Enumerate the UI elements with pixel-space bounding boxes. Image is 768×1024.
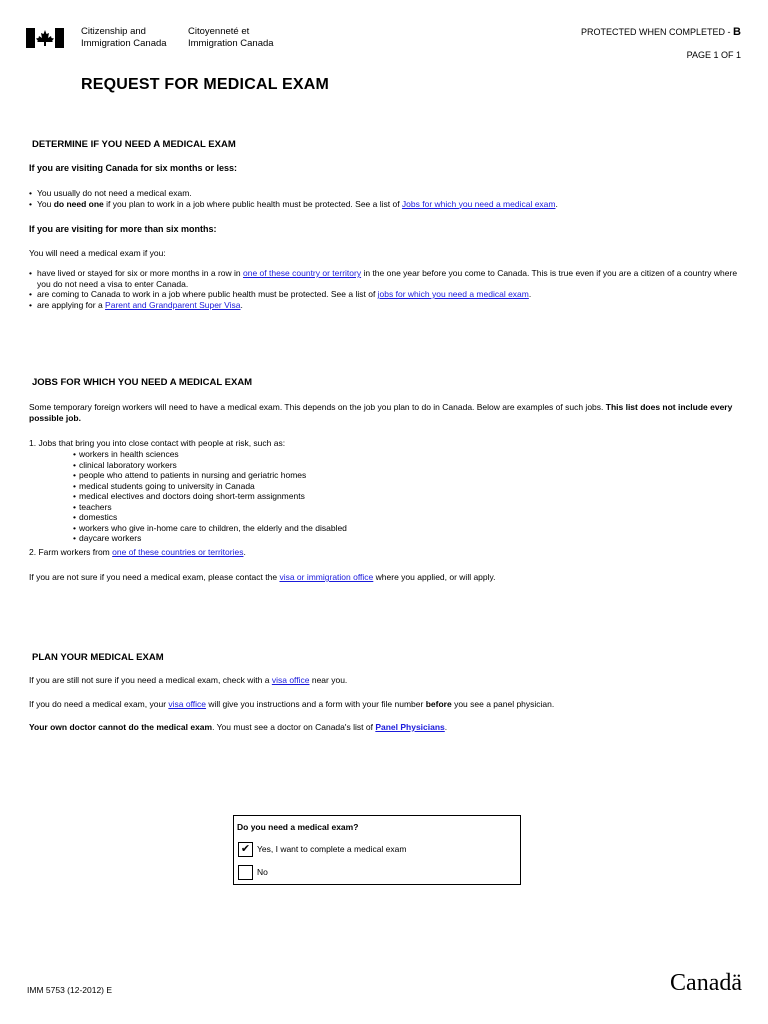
job-list-item: • domestics xyxy=(73,512,768,523)
super-visa-link[interactable]: Parent and Grandparent Super Visa xyxy=(105,299,241,310)
list-item-text: if you plan to work in a job where public health must be protected. See a list of xyxy=(103,198,402,209)
jobs-item-2-text: 2. Farm workers from xyxy=(29,547,113,557)
department-name-french xyxy=(188,26,274,50)
department-name-english xyxy=(81,26,167,50)
list-item xyxy=(29,268,749,289)
plan-text: will give you instructions and a form with your file number xyxy=(206,699,426,709)
section-heading-determine: DETERMINE IF YOU NEED A MEDICAL EXAM xyxy=(32,139,236,150)
plan-text: If you do need a medical exam, your xyxy=(29,699,169,709)
plan-paragraph-3 xyxy=(29,722,447,733)
jobs-list xyxy=(29,449,768,544)
job-list-item: • medical students going to university in Canada xyxy=(73,481,768,492)
plan-text: you see a panel physician. xyxy=(451,699,555,709)
canada-flag-icon xyxy=(26,28,64,48)
plan-text: . You must see a doctor on Canada's list of xyxy=(212,722,376,732)
jobs-item-1: 1. Jobs that bring you into close contact with people at risk, such as: xyxy=(29,438,286,448)
plan-paragraph-2 xyxy=(29,699,554,710)
visa-office-link[interactable]: visa office xyxy=(271,675,310,685)
jobs-intro xyxy=(29,402,749,423)
jobs-list-link-2[interactable]: jobs for which you need a medical exam xyxy=(377,289,529,299)
plan-emphasis: Your own doctor cannot do the medical exam xyxy=(29,722,213,732)
contact-office-note xyxy=(29,572,496,583)
visa-immigration-office-link[interactable]: visa or immigration office xyxy=(279,572,374,582)
list-item-text: have lived or stayed for six or more months in a row in xyxy=(37,268,243,278)
subheading-six-months-or-less: If you are visiting Canada for six months or less: xyxy=(29,163,238,173)
no-option-label: No xyxy=(257,867,268,877)
job-list-item: • medical electives and doctors doing short-term assignments xyxy=(73,491,768,502)
plan-text: . xyxy=(444,722,448,732)
list-item-text: You usually do not need a medical exam. xyxy=(37,188,192,198)
list-item-text: in the one year before you come to Canada. This is true even if you are a citizen of a country where you do not need a visa to enter Canada. xyxy=(37,268,738,289)
canada-wordmark-logo: Canadä xyxy=(670,970,742,996)
exam-needed-intro: You will need a medical exam if you: xyxy=(29,248,166,258)
jobs-list-link[interactable]: Jobs for which you need a medical exam xyxy=(401,198,556,209)
country-territory-link[interactable]: one of these country or territory xyxy=(242,268,362,278)
job-list-item: • clinical laboratory workers xyxy=(73,460,768,471)
list-item-emphasis: do need one xyxy=(53,198,104,209)
visa-office-link-2[interactable]: visa office xyxy=(168,699,207,709)
plan-text: If you are still not sure if you need a medical exam, check with a xyxy=(29,675,272,685)
subheading-more-than-six-months: If you are visiting for more than six months: xyxy=(29,224,217,234)
contact-text: If you are not sure if you need a medical exam, please contact the xyxy=(29,572,280,582)
dept-fr-line2: Immigration Canada xyxy=(188,38,274,49)
list-item xyxy=(29,300,749,311)
dept-fr-line1: Citoyenneté et xyxy=(188,26,250,37)
list-item-text: You xyxy=(37,198,54,209)
yes-option-label: Yes, I want to complete a medical exam xyxy=(257,844,407,854)
list-item xyxy=(29,199,749,210)
list-item-text: are applying for a xyxy=(37,299,106,310)
panel-physicians-link[interactable]: Panel Physicians xyxy=(375,722,445,732)
protected-label xyxy=(581,27,741,38)
list-item xyxy=(29,188,749,199)
list-item-text: . xyxy=(240,299,243,310)
short-visit-list xyxy=(29,188,749,209)
job-list-item: • teachers xyxy=(73,502,768,513)
plan-text: near you. xyxy=(309,675,348,685)
job-list-item: • people who attend to patients in nursing and geriatric homes xyxy=(73,470,768,481)
dept-en-line1: Citizenship and xyxy=(81,26,146,37)
contact-text: where you applied, or will apply. xyxy=(373,572,496,582)
jobs-intro-emphasis: This list does not include every possible job. xyxy=(29,402,733,423)
page-number: PAGE 1 OF 1 xyxy=(686,50,741,60)
medical-exam-question-box xyxy=(233,815,521,885)
jobs-item-2 xyxy=(29,547,246,558)
farm-countries-link[interactable]: one of these countries or territories xyxy=(112,547,244,557)
question-label: Do you need a medical exam? xyxy=(237,822,359,832)
dept-en-line2: Immigration Canada xyxy=(81,38,167,49)
job-list-item: • workers who give in-home care to children, the elderly and the disabled xyxy=(73,523,768,534)
jobs-item-2-text: . xyxy=(243,547,246,557)
list-item xyxy=(29,289,749,300)
protected-level: B xyxy=(733,26,741,38)
form-identifier: IMM 5753 (12-2012) E xyxy=(27,985,113,995)
no-checkbox[interactable] xyxy=(238,865,253,880)
long-visit-list xyxy=(29,268,749,310)
job-list-item: • daycare workers xyxy=(73,533,768,544)
list-item-text: are coming to Canada to work in a job where public health must be protected. See a list of xyxy=(37,289,378,299)
list-item-text: . xyxy=(528,289,532,299)
protected-text: PROTECTED WHEN COMPLETED - xyxy=(581,27,734,37)
page-title: REQUEST FOR MEDICAL EXAM xyxy=(81,76,330,93)
job-list-item: • workers in health sciences xyxy=(73,449,768,460)
section-heading-jobs: JOBS FOR WHICH YOU NEED A MEDICAL EXAM xyxy=(32,377,253,388)
section-heading-plan: PLAN YOUR MEDICAL EXAM xyxy=(32,652,164,663)
list-item-text: . xyxy=(555,198,558,209)
plan-paragraph-1 xyxy=(29,675,347,686)
yes-checkbox[interactable]: ✔ xyxy=(238,842,253,857)
jobs-intro-text: Some temporary foreign workers will need to have a medical exam. This depends on the job you plan to do in Canada. Below are examples of such jobs. xyxy=(29,402,606,412)
plan-emphasis: before xyxy=(425,699,452,709)
